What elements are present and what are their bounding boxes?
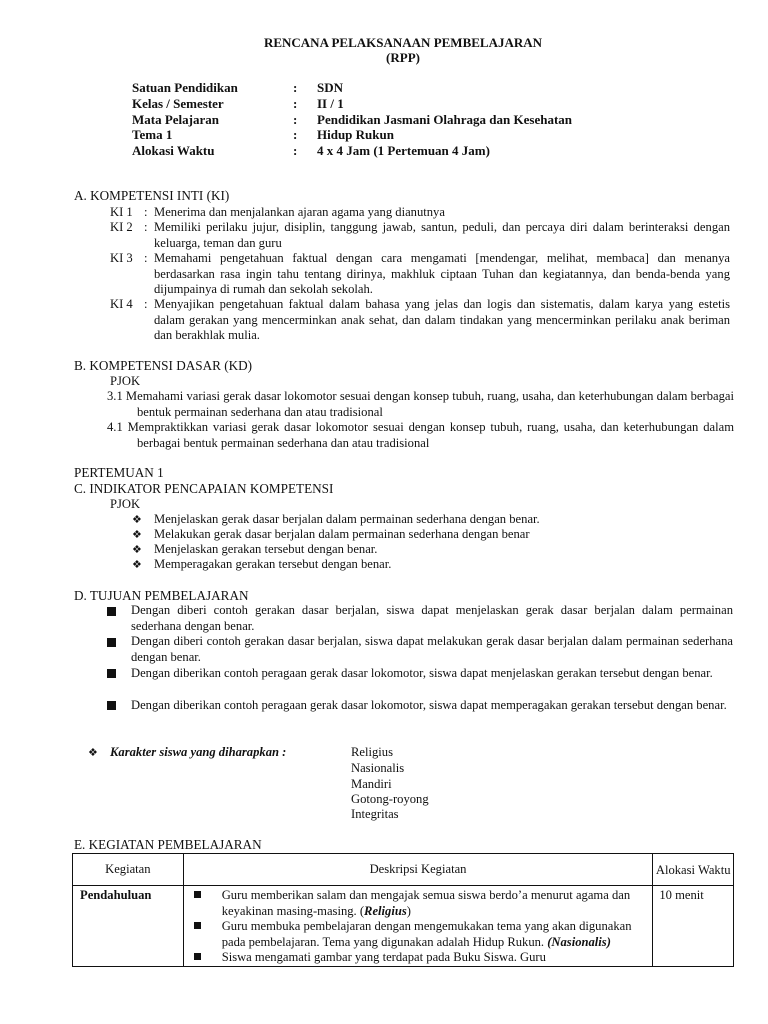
ki-text: Memahami pengetahuan faktual dengan cara mengamati [mendengar, melihat, membaca] dan menanya berdasarkan rasa ingin tahu tentang dirinya, makhluk ciptaan Tuhan dan kegiatannya, dan benda-benda yang dijumpainya di rumah dan sekolah sekolah.	[154, 251, 730, 297]
diamond-bullet-icon: ❖	[132, 559, 142, 571]
table-row	[73, 886, 734, 967]
identity-colon: :	[293, 96, 298, 111]
ki-colon: :	[144, 205, 148, 219]
ki-code: KI 3	[110, 251, 133, 265]
table-header-row	[73, 854, 734, 886]
square-bullet-icon	[107, 669, 116, 678]
column-header-deskripsi: Deskripsi Kegiatan	[183, 854, 653, 886]
list-item	[192, 888, 649, 919]
identity-value: II / 1	[317, 96, 344, 111]
ki-code: KI 4	[110, 297, 133, 311]
activity-table	[72, 853, 734, 967]
character-value: Gotong-royong	[351, 792, 429, 806]
section-heading-kd: B. KOMPETENSI DASAR (KD)	[74, 358, 253, 373]
objective-item: Dengan diberikan contoh peragaan gerak dasar lokomotor, siswa dapat memperagakan gerakan tersebut dengan benar.	[131, 698, 727, 712]
ki-text: Menyajikan pengetahuan faktual dalam bahasa yang jelas dan logis dan sistematis, dalam karya yang estetis dalam gerakan yang mencerminkan anak sehat, dan dalam tindakan yang mencerminkan perilaku anak beriman dan berakhlak mulia.	[154, 297, 730, 343]
document-title: RENCANA PELAKSANAAN PEMBELAJARAN	[263, 35, 543, 50]
subject-label: PJOK	[110, 374, 141, 388]
document-subtitle: (RPP)	[386, 50, 420, 65]
kd-item: 3.1 Memahami variasi gerak dasar lokomotor sesuai dengan konsep tubuh, ruang, usaha, dan keterhubungan dalam berbagai bentuk permainan sederhana dan atau tradisional	[107, 389, 734, 419]
objective-item: Dengan diberikan contoh peragaan gerak dasar lokomotor, siswa dapat menjelaskan gerakan tersebut dengan benar.	[131, 666, 713, 680]
ki-colon: :	[144, 220, 148, 234]
section-heading-tujuan: D. TUJUAN PEMBELAJARAN	[74, 588, 249, 603]
section-heading-ki: A. KOMPETENSI INTI (KI)	[74, 188, 230, 203]
identity-colon: :	[293, 143, 298, 158]
identity-value: SDN	[317, 80, 344, 95]
ki-colon: :	[144, 251, 148, 265]
step-text: Siswa mengamati gambar yang terdapat pada Buku Siswa. Guru	[221, 950, 546, 965]
section-heading-indikator: C. INDIKATOR PENCAPAIAN KOMPETENSI	[74, 481, 334, 496]
indicator-item: Menjelaskan gerak dasar berjalan dalam permainan sederhana dengan benar.	[154, 512, 540, 526]
meeting-label: PERTEMUAN 1	[74, 465, 164, 480]
character-value: Nasionalis	[351, 761, 405, 775]
indicator-item: Menjelaskan gerakan tersebut dengan benar.	[154, 542, 378, 556]
diamond-bullet-icon: ❖	[88, 747, 98, 759]
identity-colon: :	[293, 112, 298, 127]
square-bullet-icon	[107, 638, 116, 647]
section-heading-kegiatan: E. KEGIATAN PEMBELAJARAN	[74, 837, 262, 852]
indicator-item: Melakukan gerak dasar berjalan dalam permainan sederhana dengan benar	[154, 527, 530, 541]
identity-value: Hidup Rukun	[317, 127, 394, 142]
subject-label: PJOK	[110, 497, 141, 511]
column-header-alokasi: Alokasi Waktu	[653, 854, 734, 886]
list-item	[192, 950, 649, 966]
identity-label: Tema 1	[132, 127, 173, 142]
diamond-bullet-icon: ❖	[132, 544, 142, 556]
identity-label: Kelas / Semester	[132, 96, 224, 111]
square-bullet-icon	[194, 891, 201, 898]
ki-text: Menerima dan menjalankan ajaran agama yang dianutnya	[154, 205, 445, 219]
character-label: Karakter siswa yang diharapkan :	[110, 745, 287, 759]
identity-colon: :	[293, 80, 298, 95]
square-bullet-icon	[194, 953, 201, 960]
character-value: Religius	[351, 745, 393, 759]
ki-code: KI 2	[110, 220, 133, 234]
step-text: Guru memberikan salam dan mengajak semua siswa berdo’a menurut agama dan keyakinan masing-masing. (	[221, 888, 631, 918]
step-text-after: )	[406, 903, 411, 918]
identity-colon: :	[293, 127, 298, 142]
identity-value: 4 x 4 Jam (1 Pertemuan 4 Jam)	[317, 143, 490, 158]
phase-cell: Pendahuluan	[73, 886, 184, 967]
time-cell: 10 menit	[653, 886, 734, 967]
ki-code: KI 1	[110, 205, 133, 219]
diamond-bullet-icon: ❖	[132, 514, 142, 526]
column-header-kegiatan: Kegiatan	[73, 854, 184, 886]
character-tag: (Nasionalis)	[547, 934, 611, 949]
character-value: Mandiri	[351, 777, 392, 791]
diamond-bullet-icon: ❖	[132, 529, 142, 541]
square-bullet-icon	[107, 607, 116, 616]
square-bullet-icon	[194, 922, 201, 929]
description-cell	[183, 886, 653, 967]
ki-text: Memiliki perilaku jujur, disiplin, tanggung jawab, santun, peduli, dan percaya diri dalam berinteraksi dengan keluarga, teman dan guru	[154, 220, 730, 250]
objective-item: Dengan diberi contoh gerakan dasar berjalan, siswa dapat melakukan gerak dasar berjalan dalam permainan sederhana dengan benar.	[131, 634, 733, 664]
indicator-item: Memperagakan gerakan tersebut dengan benar.	[154, 557, 392, 571]
character-tag: Religius	[364, 903, 407, 918]
identity-label: Satuan Pendidikan	[132, 80, 238, 95]
identity-value: Pendidikan Jasmani Olahraga dan Kesehatan	[317, 112, 572, 127]
identity-label: Alokasi Waktu	[132, 143, 215, 158]
step-text: Guru membuka pembelajaran dengan mengemukakan tema yang akan digunakan pada pembelajaran. Tema yang digunakan adalah Hidup Rukun.	[221, 919, 632, 949]
list-item	[192, 919, 649, 950]
square-bullet-icon	[107, 701, 116, 710]
character-value: Integritas	[351, 807, 399, 821]
ki-colon: :	[144, 297, 148, 311]
objective-item: Dengan diberi contoh gerakan dasar berjalan, siswa dapat menjelaskan gerak dasar berjalan dalam permainan sederhana dengan benar.	[131, 603, 733, 633]
identity-label: Mata Pelajaran	[132, 112, 220, 127]
kd-item: 4.1 Mempraktikkan variasi gerak dasar lokomotor sesuai dengan konsep tubuh, ruang, usaha, dan keterhubungan dalam berbagai bentuk permainan sederhana dan atau tradisional	[107, 420, 734, 450]
